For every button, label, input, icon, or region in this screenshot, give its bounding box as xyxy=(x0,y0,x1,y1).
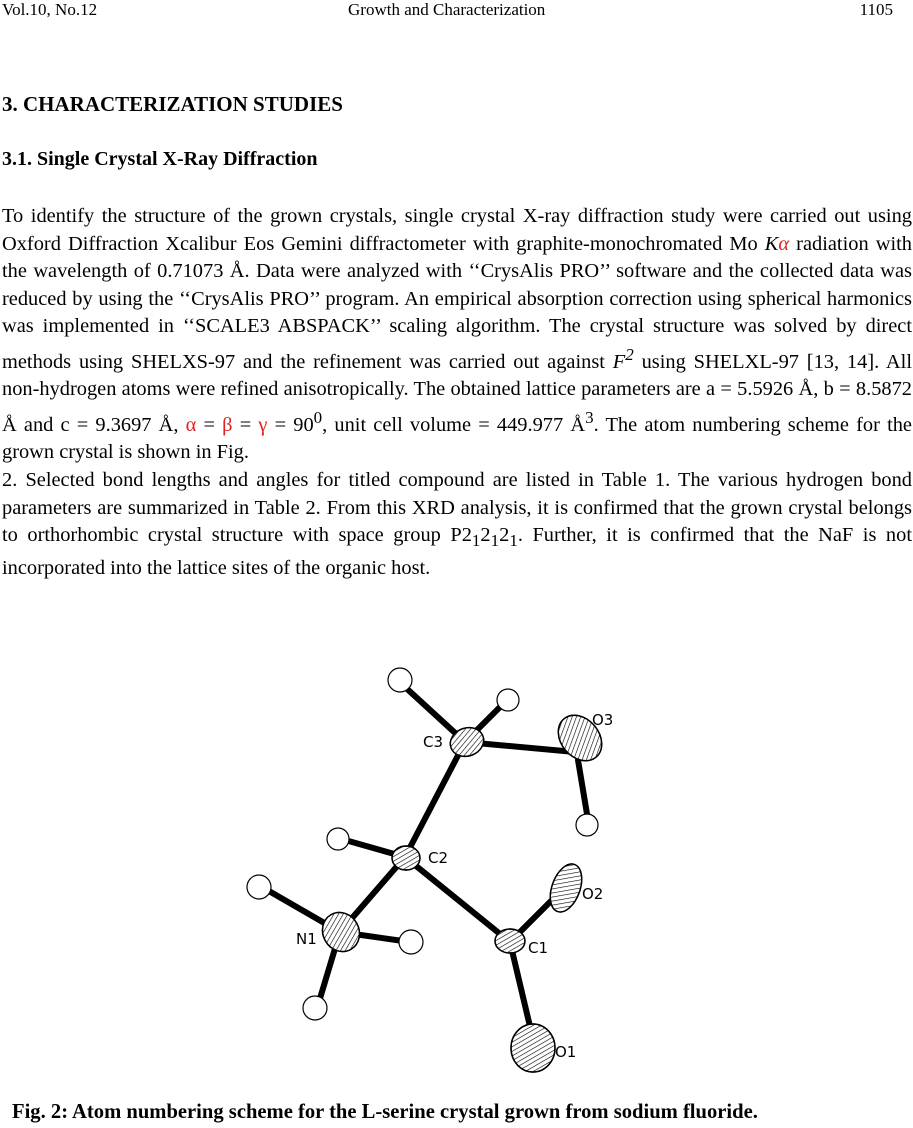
figure-caption: Fig. 2: Atom numbering scheme for the L-serine crystal grown from sodium fluoride. xyxy=(12,1101,758,1123)
h-atom xyxy=(388,668,412,692)
bond-o3-h xyxy=(578,760,588,820)
label-o3: O3 xyxy=(592,711,614,729)
body-text xyxy=(2,203,912,582)
label-n1: N1 xyxy=(296,930,317,948)
running-header xyxy=(2,0,893,24)
paragraph-bonds: 2. Selected bond lengths and angles for titled compound are listed in Table 1. The various hydrogen bond parameters are summarized in Table 2. From this XRD analysis, it is confirmed that the grown crystal belongs to orthorhombic crystal structure with space group $P2_12_12_1$. Further, it is confirmed that the NaF is not incorporated into the lattice sites of the organic host. xyxy=(2,468,912,579)
paragraph-xrd: To identify the structure of the grown crystals, single crystal X-ray diffraction study were carried out using Oxford Diffraction Xcalibur Eos Gemini diffractometer with graphite-monochromated Mo Kα radiation with the wavelength of 0.71073 Å. Data were analyzed with ‘‘CrysAlis PRO’’ software and the collected data was reduced by using the ‘‘CrysAlis PRO’’ program. An empirical absorption correction using spherical harmonics was implemented in ‘‘SCALE3 ABSPACK’’ scaling algorithm. The crystal structure was solved by direct methods using SHELXS-97 and the refinement was carried out against $F^2$ using SHELXL-97 [13, 14]. All non-hydrogen atoms were refined anisotropically. The obtained lattice parameters are a = 5.5926 Å, b = 8.5872 Å and c = 9.3697 Å, $\alpha = \beta = \gamma = 90^0$, unit cell volume = 449.977 $Å^3$. The atom numbering scheme for the grown crystal is shown in Fig. xyxy=(2,205,912,464)
h-atom xyxy=(327,828,349,850)
bond-c2-c1 xyxy=(405,857,510,942)
label-c3: C3 xyxy=(423,733,444,751)
journal-volume: Vol.10, No.12 xyxy=(2,0,98,19)
h-atom xyxy=(576,814,598,836)
label-c1: C1 xyxy=(528,939,549,957)
bond-c3-c2 xyxy=(405,742,465,857)
h-atom xyxy=(399,930,423,954)
label-o2: O2 xyxy=(582,885,604,903)
section-heading: 3. CHARACTERIZATION STUDIES xyxy=(2,92,343,116)
molecule-diagram xyxy=(230,655,650,1085)
subsection-heading: 3.1. Single Crystal X-Ray Diffraction xyxy=(2,148,318,170)
ellipsoids xyxy=(315,707,610,1072)
label-o1: O1 xyxy=(555,1043,577,1061)
hydrogen-atoms xyxy=(247,668,598,1020)
h-atom xyxy=(497,689,519,711)
h-atom xyxy=(247,875,271,899)
page-number: 1105 xyxy=(859,0,893,19)
ortep-figure xyxy=(230,655,650,1085)
label-c2: C2 xyxy=(428,849,449,867)
header-section-title: Growth and Characterization xyxy=(348,0,546,19)
h-atom xyxy=(303,996,327,1020)
